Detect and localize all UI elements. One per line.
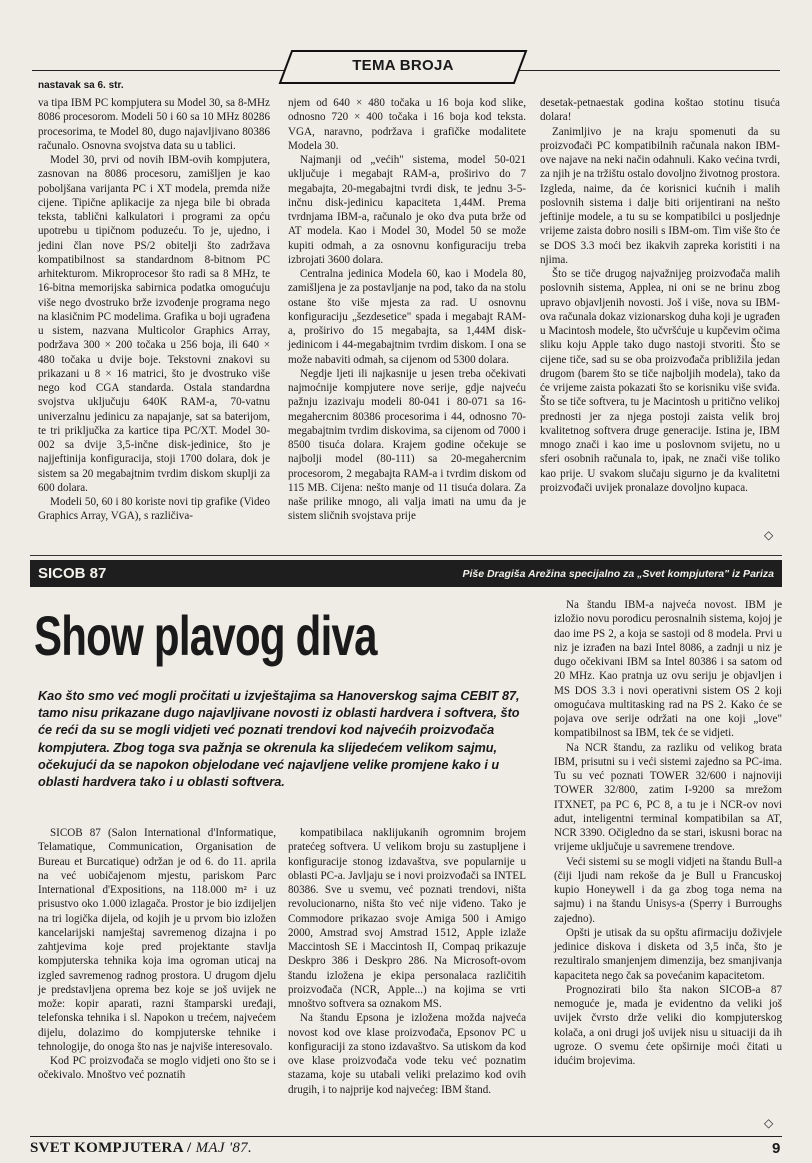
article-banner bbox=[30, 560, 782, 587]
article-column-2 bbox=[288, 826, 526, 1097]
paragraph: Zanimljivo je na kraju spomenuti da su proizvođači PC kompatibilnih računala nakon IBM-ove najave na neki način odahnuli. Kako većina tvrdi, za njih je na tržištu ostalo dovoljno životnog prostora. Izgleda, naime, da će korisnici kućnih i malih poslovnih sistema i dalje biti orijentirani na nešto jeftinije modele, a tu su se kompatibilci u posljednje vrijeme zaista dobro nosili s IBM-om. Tim više što će se DOS 3.3 moći bez ikakvih zapreka koristiti i na njima. bbox=[540, 125, 780, 266]
paragraph: Opšti je utisak da su opštu afirmaciju doživjele jedinice diskova i disketa od 3,5 inča, što je rezultiralo smanjenjem dimenzija, bez smanjivanja kapaciteta nego čak sa povećanim kapacitetom. bbox=[554, 926, 782, 982]
paragraph: Centralna jedinica Modela 60, kao i Modela 80, zamišljena je za postavljanje na pod, tako da na stolu ostane što više mjesta za rad. U osnovnu konfiguraciju „šezdesetice" spada i megabajt RAM-a, proširivo do 15 megabajta, sa 1,44M disk-jedinicom i 44-megabajtnim tvrdim diskom. I ona se može nabaviti odmah, sa cijenom od 5300 dolara. bbox=[288, 268, 526, 366]
paragraph: Negdje ljeti ili najkasnije u jesen treba očekivati najmoćnije kompjutere nove serije, gdje najveću pažnju izazivaju modeli 80-041 i 80-071 sa 16-megahercnim 80386 procesorima i 44, odnosno 70-megabajtnim tvrdim diskovima, sa cijenom od 7000 i 8500 tisuća dolara. Krajem godine očekuje se najbolji model (80-111) sa 20-megahercnim procesorom, 2 megabajta RAM-a i tvrdim diskom od 115 MB. Cijena: nešto manje od 11 tisuća dolara. Za naše prilike mnogo, ali valja imati na umu da je sistem sličnih svojstava prije bbox=[288, 367, 526, 523]
paragraph: Prognozirati bilo šta nakon SICOB-a 87 nemoguće je, mada je evidentno da veliki još uvijek čvrsto drže veliki dio kompjuterskog kolača, a oni drugi još uvijek nisu u situaciji da ih ugroze. O svemu ćete opširnije moći čitati u idućim brojevima. bbox=[554, 983, 782, 1067]
paragraph: Kod PC proizvođača se moglo vidjeti ono što se i očekivalo. Mnoštvo već poznatih bbox=[38, 1055, 276, 1082]
article-end-mark-icon: ◇ bbox=[764, 1116, 774, 1130]
paragraph: Modeli 50, 60 i 80 koriste novi tip grafike (Video Graphics Array, VGA), s različiva- bbox=[38, 496, 270, 523]
footer-magazine bbox=[30, 1140, 252, 1157]
article-byline: Piše Dragiša Arežina specijalno za „Svet kompjutera" iz Pariza bbox=[462, 568, 774, 580]
footer-issue: MAJ '87. bbox=[195, 1140, 253, 1156]
article-section-name: SICOB 87 bbox=[38, 565, 107, 582]
article-column-1 bbox=[38, 826, 276, 1083]
paragraph: Najmanji od „većih" sistema, model 50-021 uključuje i megabajt RAM-a, proširivo do 7 megabajta, 20-megabajtni tvrdi disk, te jednu 3-5-inčnu disk-jedinicu kapaciteta 1,44M. Prema tvrdnjama IBM-a, računalo je oko dva puta brže od AT modela. Kao i Model 30, Model 50 se može kupiti odmah, a za osnovnu konfiguraciju treba izbrojati 3600 dolara. bbox=[288, 154, 526, 266]
paragraph: Na štandu Epsona je izložena možda najveća novost kod ove klase proizvođača, Epsonov PC u konfiguraciji za stono izdavaštvo. Sa utiskom da kod ove klase proizvođača vode teku već poznatim stazama, koje su utabali veliki prelazimo kod ovih drugih, i to najprije kod najvećeg: IBM štand. bbox=[288, 1012, 526, 1096]
paragraph: Na štandu IBM-a najveća novost. IBM je izložio novu porodicu perosnalnih sistema, kojoj je dao ime PS 2, a koja se sastoji od 8 modela. Prvi u niz je izrađen na bazi Intel 8086, a zadnji u niz je dugo očekivani IBM sa Intel 80386 i sa satom od 20 MHz. Kao pratnja uz ovu seriju je objavljen i MS DOS 3.3 i novi operativni sistem OS 2 koji omogućava multitasking rad na PS 2. Kako će se pojava ove serije održati na one koji „love" kompatibilnost sa IBM, tek će se vidjeti. bbox=[554, 599, 782, 740]
paragraph: Na NCR štandu, za razliku od velikog brata IBM, prisutni su i veći sistemi zajedno sa PC-ima. Tu su već poznati TOWER 32/600 i najnoviji TOWER 32/800, zatim I-9200 sa mrežom ITXNET, pa PC 6, PC 8, a tu je i NCR-ov novi adut, inteligentni terminal kompatibilan sa AT, NCR 3390. Očigledno da se stari, iskusni borac na vrijeme uključuje u savremene trendove. bbox=[554, 741, 782, 854]
section-divider bbox=[30, 555, 782, 556]
paragraph: desetak-petnaestak godina koštao stotinu tisuća dolara! bbox=[540, 97, 780, 124]
paragraph: SICOB 87 (Salon International d'Informatique, Telamatique, Communication, Organisation de Bureau et Burcatique) održan je od 6. do 11. aprila na već uobičajenom mjestu, pariskom Parc International d'Expositions, na 118.000 m² i uz prisustvo oko 1.000 izlagača. Prostor je bio izdijeljen na tri logička dijela, od kojih je u prvom bio izložen kancelarijski namještaj savremenog dizajna i po zahtjevima koje pred projektante stavlja kompjuterska tehnika koja ima ogroman uticaj na izgled savremenog radnog prostora. U drugom djelu je predstavljena oprema bez koje se još uvijek ne može: kopir aparati, razni štamparski uređaji, telefonska tehnika i sl. Napokon u trećem, najvećem dijelu, dolazimo do kompjuterske tehnike i tehnologije, do onoga što nas je najviše interesovalo. bbox=[38, 827, 276, 1053]
paragraph: njem od 640 × 480 točaka u 16 boja kod slike, odnosno 720 × 400 točaka i 16 boja kod teksta. VGA, naravno, podržava i grafičke modalitete Modela 30. bbox=[288, 97, 526, 152]
footer-magazine-name: SVET KOMPJUTERA / bbox=[30, 1140, 192, 1156]
article-headline: Show plavog diva bbox=[34, 604, 377, 667]
paragraph: Veći sistemi su se mogli vidjeti na štandu Bull-a (čiji ljudi nam rekoše da je Bull u Francuskoj kupio Honeywell i da ga zbog toga nema na sajmu) i na štandu Unisys-a (Sperry i Burroughs zajedno). bbox=[554, 855, 782, 925]
top-column-1 bbox=[38, 96, 270, 524]
page-number: 9 bbox=[772, 1140, 781, 1157]
paragraph: va tipa IBM PC kompjutera su Model 30, sa 8-MHz 8086 procesorom. Modeli 50 i 60 sa 10 MHz 80286 procesorima, te Model 80, dugo najavljivano 80386 računalo. Osnovna svojstva data su u tablici. bbox=[38, 97, 270, 152]
article-column-3 bbox=[554, 598, 782, 1068]
end-mark-icon: ◇ bbox=[764, 528, 774, 542]
paragraph: Što se tiče drugog najvažnijeg proizvođača malih poslovnih sistema, Applea, ni oni se ne brinu zbog upravo objavljenih novosti. Još i više, nova su IBM-ova računala dokaz vizionarskog duha koji je ugrađen u Macintosh modele, što učvršćuje u kupčevim očima sliku koju Apple tako dugo nastoji stvoriti. Što se cijene tiče, sad su se oba proizvođača približila jedan drugom (barem što se tiče najboljih modela), tako da će vrijeme zaista pokazati što se korisniku više sviđa. Što se tiče softvera, tu je Macintosh u pritično velikoj prednosti jer za njega postoji zaista velik broj kvalitetnog softvera druge generacije. Istina je, IBM mnogo znači i kao ime u poslovnom svijetu, no u sferi osobnih računala to, ipak, ne znači više toliko kao prije. U svakom slučaju sigurno je da kvalitetni proizvođači uvijek pronalaze dovoljno kupaca. bbox=[540, 268, 780, 494]
paragraph: kompatibilaca naklijukanih ogromnim brojem pratećeg softvera. U velikom broju su zastupljene i konfiguracije stonog izdavaštva, sve popularnije u oblasti PC-a. Javljaju se i novi proizvođači sa INTEL 80386. Sve u svemu, već poznati trendovi, ništa revolucionarno, ništa što već nije viđeno. Tako je Commodore prikazao svoje Amiga 500 i Amigo 2000, Amstrad svoj Amstrad 1512, Apple izlaže Maccintosh SE i Maccintosh II, Compaq prikazuje Deskpro 386 i Deskpro 286. Na Microsoft-ovom štandu izložena je ekipa personalaca različitih proizvođača (NCR, Apple...) na kojima se vrti mnoštvo softvera sa oznakom MS. bbox=[288, 827, 526, 1010]
paragraph: Model 30, prvi od novih IBM-ovih kompjutera, zasnovan na 8086 procesoru, zamišljen je kao poboljšana varijanta PC i XT modela, premda niže cijene. Tipične aplikacije za njega bile bi obrada teksta, tablični kalkulatori i programi za opću upotrebu u tipičnom poduzeću. To je, ujedno, i jedini član nove PS/2 obitelji što zadržava kompatibilnost sa standardnom 8-bitnom PC arhitekturom. Mikroprocesor što radi sa 8 MHz, te 16-bitna memorijska sabirnica podatka omogućuju više nego dvostruko brže izvođenje programa nego na klasičnim PC modelima. Grafika u boji ugrađena u sistem, nazvana Multicolor Graphics Array, podržava 300 × 200 točaka u 256 boja, ili 640 × 480 točaka u dvije boje. Tekstovni znakovi su prikazani u 8 × 16 matrici, što je dvostruko više nego kod CGA standarda. Ostala standardna svojstva uključuju 640K RAM-a, 70-vatnu univerzalnu jedinicu za napajanje, sat sa baterijom, te tri priključka za kartice tipa PC/XT. Model 30-002 sa dvije 3,5-inčne disk-jedinice, što je najjeftinija konfiguracija, stoji 1700 dolara, dok je sistem sa 20 megabajtnim tvrdim diskom skuplji za 600 dolara. bbox=[38, 154, 270, 494]
footer-rule bbox=[30, 1136, 782, 1137]
section-tab-label: TEMA BROJA bbox=[352, 57, 454, 74]
article-lead: Kao što smo već mogli pročitati u izvještajima sa Hanoverskog sajma CEBIT 87, tamo nisu prikazane dugo najavljivane novosti iz oblasti hardvera i softvera, što će reći da su se mogli vidjeti već poznati trendovi kod najvećih proizvođača kompjutera. Zbog toga sva pažnja se okrenula ka slijedećem velikom sajmu, očekujući da se napokon objelodane već najavljene velike promjene kako i u oblasti hardvera tako i u oblasti softvera. bbox=[38, 689, 520, 790]
top-column-2 bbox=[288, 96, 526, 524]
continued-note: nastavak sa 6. str. bbox=[38, 80, 124, 91]
top-column-3 bbox=[540, 96, 780, 495]
